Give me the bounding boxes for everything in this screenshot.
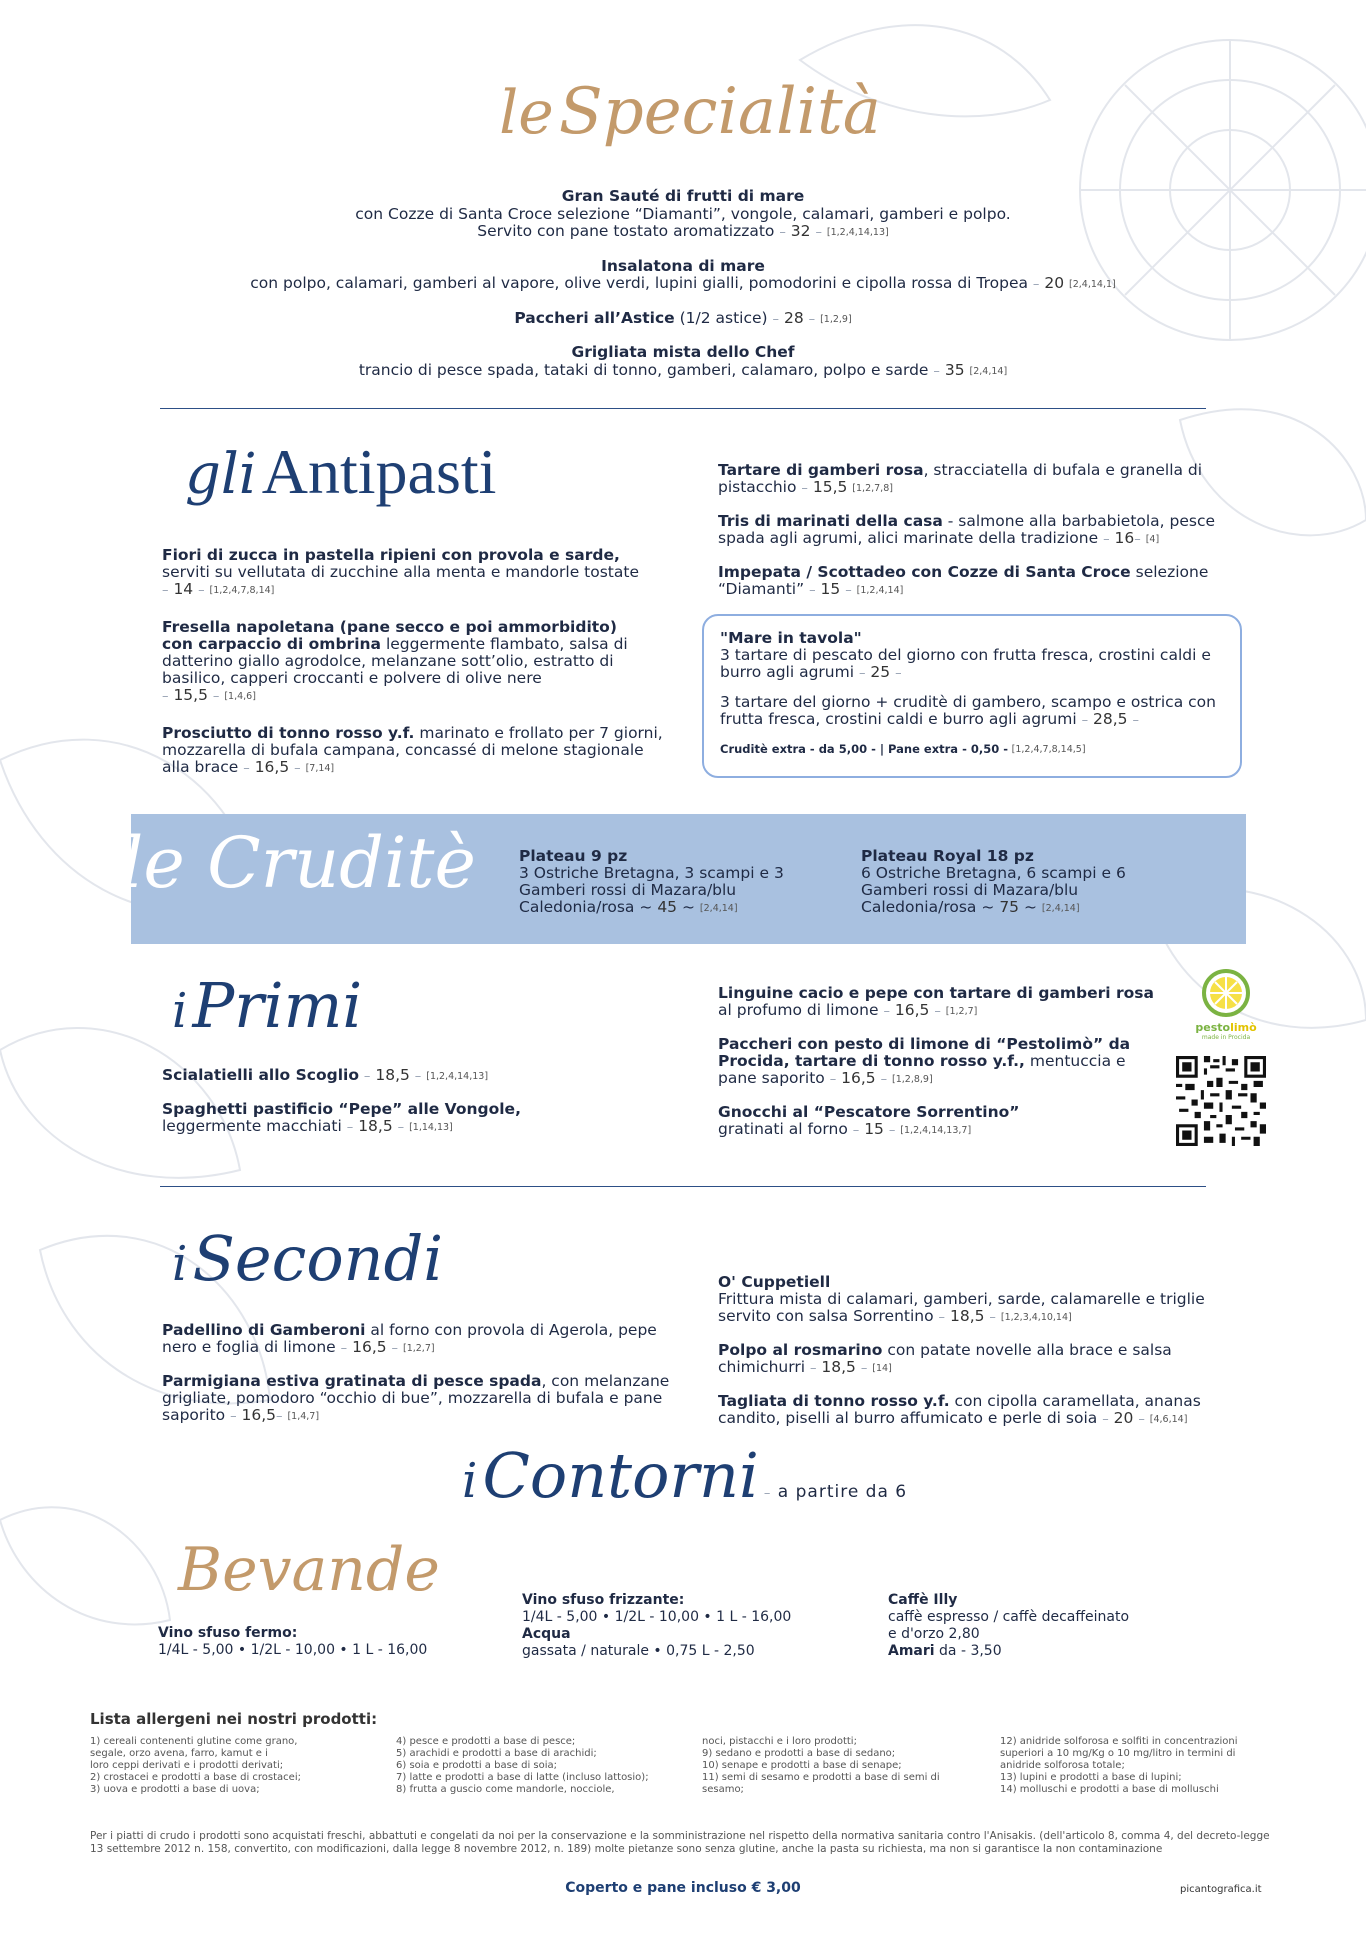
dish-description: selezione “Diamanti” <box>718 563 1209 598</box>
plateau-royal-item: Plateau Royal 18 pz 6 Ostriche Bretagna, 6 scampi e 6 Gamberi rossi di Mazara/blu Caledonia/rosa ~ 75 ~ [2,4,14] <box>861 847 1126 916</box>
dish-price: 16,5 <box>894 1001 930 1019</box>
allergeni-col-3 <box>702 1736 992 1796</box>
box-line: 3 tartare di pescato del giorno con frutta fresca, crostini caldi e burro agli agrumi <box>720 646 1211 681</box>
allergen-line: 11) semi di sesamo e prodotti a base di semi di <box>702 1772 940 1783</box>
qr-code[interactable] <box>1176 1056 1266 1146</box>
dish-allergens: [1,2,8,9] <box>892 1074 933 1085</box>
allergen-line: 1) cereali contenenti glutine come grano, <box>90 1736 298 1747</box>
dish-description: con cipolla caramellata, ananas candito, piselli al burro affumicato e perle di soia <box>718 1392 1201 1427</box>
primi-item: Linguine cacio e pepe con tartare di gamberi rosa al profumo di limone – 16,5 – [1,2,7] <box>718 984 1154 1019</box>
antipasti-item: Tartare di gamberi rosa, stracciatella di bufala e granella di pistacchio – 15,5 [1,2,7,8] <box>718 461 1203 496</box>
dish-name: Plateau 9 pz <box>519 847 628 865</box>
dish-price: 18,5 <box>821 1358 856 1376</box>
dish-description: 6 Ostriche Bretagna, 6 scampi e 6 Gamberi rossi di Mazara/blu Caledonia/rosa <box>861 864 1126 916</box>
specialita-item: Insalatona di mare con polpo, calamari, gamberi al vapore, olive verdi, lupini gialli, pomodorini e cipolla rossa di Tropea – 20 [2,4,14,1] <box>250 256 1116 292</box>
primi-item: Paccheri con pesto di limone di “Pestolimò” da Procida, tartare di tonno rosso y.f., mentuccia e pane saporito – 16,5 – [1,2,8,9] <box>718 1035 1131 1087</box>
dish-allergens: [1,2,4,7,8,14,5] <box>1011 744 1086 755</box>
allergen-line: 12) anidride solforosa e solfiti in concentrazioni <box>1000 1736 1238 1747</box>
allergen-line: 5) arachidi e prodotti a base di arachidi; <box>396 1748 597 1759</box>
dish-name: Paccheri all’Astice <box>514 308 675 327</box>
dish-allergens: [1,2,3,4,10,14] <box>1000 1312 1072 1323</box>
dish-allergens: [1,2,4,14,13] <box>826 227 889 238</box>
dish-allergens: [4,6,14] <box>1149 1414 1188 1425</box>
antipasti-left-list <box>162 547 672 791</box>
logo-text-2: limò <box>1230 1021 1257 1034</box>
dish-name: Tartare di gamberi rosa <box>718 461 924 479</box>
antipasti-title <box>185 436 585 507</box>
dish-description: 3 Ostriche Bretagna, 3 scampi e 3 Gamberi rossi di Mazara/blu Caledonia/rosa <box>519 864 784 916</box>
dish-name: Parmigiana estiva gratinata di pesce spada <box>162 1372 542 1390</box>
specialita-item: Gran Sauté di frutti di mare con Cozze di Santa Croce selezione “Diamanti”, vongole, calamari, gamberi e polpo. Servito con pane tostato aromatizzato – 32 – [1,2,4,14,13] <box>140 188 1226 242</box>
dish-allergens: [1,2,4,14,13,7] <box>900 1125 972 1136</box>
dish-price: 15 <box>864 1120 884 1138</box>
dish-description: leggermente macchiati <box>162 1117 342 1135</box>
dish-allergens: [1,2,7] <box>945 1006 978 1017</box>
dish-price: 15,5 <box>812 478 848 496</box>
dish-name: Tagliata di tonno rosso y.f. <box>718 1392 950 1410</box>
antipasti-item: Prosciutto di tonno rosso y.f. marinato e frollato per 7 giorni, mozzarella di bufala campana, concassé di melone stagionale alla brace – 16,5 – [7,14] <box>162 724 663 776</box>
contorni-title: i Contorni – a partire da 6 <box>462 1439 908 1512</box>
secondi-item: Polpo al rosmarino con patate novelle alla brace e salsa chimichurri – 18,5 – [14] <box>718 1341 1172 1376</box>
footer-credit[interactable]: picantografica.it <box>1180 1884 1262 1895</box>
dish-name: Plateau Royal 18 pz <box>861 847 1034 865</box>
dish-description: marinato e frollato per 7 giorni, mozzarella di bufala campana, concassé di melone stagionale alla brace <box>162 724 663 776</box>
allergen-line: 7) latte e prodotti a base di latte (incluso lattosio); <box>396 1772 649 1783</box>
crudite-band <box>121 814 1246 944</box>
allergen-line: 3) uova e prodotti a base di uova; <box>90 1784 260 1795</box>
drink-label: Amari <box>888 1643 935 1659</box>
dish-price: 18,5 <box>358 1117 393 1135</box>
dish-price: 16,5 <box>841 1069 876 1087</box>
dish-price: 35 <box>944 360 965 379</box>
vino-fermo <box>158 1625 478 1659</box>
dish-allergens: [1,2,7] <box>402 1343 435 1354</box>
dish-name: Grigliata mista dello Chef <box>571 343 795 361</box>
allergen-line: anidride solforosa totale; <box>1000 1760 1125 1771</box>
dish-price: 25 <box>870 663 891 681</box>
primi-item: Gnocchi al “Pescatore Sorrentino” gratinati al forno – 15 – [1,2,4,14,13,7] <box>718 1103 1020 1138</box>
dish-price: 16,5 <box>241 1406 277 1424</box>
contorni-title-small: i <box>462 1453 478 1509</box>
dish-price: 18,5 <box>375 1066 410 1084</box>
caffe-amari <box>888 1592 1208 1660</box>
secondi-title-small: i <box>172 1236 188 1292</box>
dish-description: , stracciatella di bufala e granella di pistacchio <box>718 461 1203 496</box>
bevande-title-text: Bevande <box>178 1535 440 1605</box>
dish-price: 45 <box>657 898 678 916</box>
dish-allergens: [1,2,4,14] <box>856 585 904 596</box>
dish-price: 16,5 <box>352 1338 387 1356</box>
box-title: "Mare in tavola" <box>720 629 862 647</box>
dish-price: 14 <box>173 580 194 598</box>
bevande-title <box>178 1535 478 1605</box>
dish-description: al forno con provola di Agerola, pepe nero e foglia di limone <box>162 1321 657 1356</box>
dish-allergens: [1,2,4,7,8,14] <box>209 585 275 596</box>
drink-prices: 1/4L - 5,00 • 1/2L - 10,00 • 1 L - 16,00 <box>522 1609 792 1625</box>
specialita-title-main: Specialità <box>558 75 881 149</box>
dish-name: Impepata / Scottadeo con Cozze di Santa Croce <box>718 563 1131 581</box>
dish-price: 18,5 <box>949 1307 985 1325</box>
dish-name: Fresella napoletana (pane secco e poi ammorbidito) <box>162 618 617 636</box>
dish-description: con polpo, calamari, gamberi al vapore, olive verdi, lupini gialli, pomodorini e cipolla rossa di Tropea <box>250 274 1028 292</box>
drink-label: Acqua <box>522 1626 571 1642</box>
dish-description: Servito con pane tostato aromatizzato <box>477 222 775 240</box>
dish-name: Polpo al rosmarino <box>718 1341 883 1359</box>
dish-note: (1/2 astice) <box>679 308 768 327</box>
allergen-line: loro ceppi derivati e i prodotti derivati; <box>90 1760 284 1771</box>
specialita-title-small: le <box>499 78 554 148</box>
specialita-list <box>140 188 1226 380</box>
box-extra: Cruditè extra - da 5,00 - | Pane extra - 0,50 - <box>720 742 1008 756</box>
dish-name: Gran Sauté di frutti di mare <box>561 187 805 205</box>
primi-title-main: Primi <box>192 969 363 1042</box>
drink-prices: da - 3,50 <box>939 1643 1002 1659</box>
dish-name: Spaghetti pastificio “Pepe” alle Vongole, <box>162 1100 521 1118</box>
secondi-item: O' Cuppetiell Frittura mista di calamari, gamberi, sarde, calamarelle e triglie servito con salsa Sorrentino – 18,5 – [1,2,3,4,10,14] <box>718 1273 1205 1325</box>
dish-price: 20 <box>1044 274 1065 292</box>
dish-allergens: [14] <box>872 1363 892 1374</box>
secondi-item: Padellino di Gamberoni al forno con provola di Agerola, pepe nero e foglia di limone – 16,5 – [1,2,7] <box>162 1321 657 1356</box>
antipasti-item: Tris di marinati della casa - salmone alla barbabietola, pesce spada agli agrumi, alici marinate della tradizione – 16– [4] <box>718 512 1216 547</box>
dish-description: gratinati al forno <box>718 1120 848 1138</box>
logo-text: pesto <box>1195 1021 1231 1034</box>
secondi-item: Tagliata di tonno rosso y.f. con cipolla caramellata, ananas candito, piselli al burro affumicato e perle di soia – 20 – [4,6,14] <box>718 1392 1201 1427</box>
antipasti-item: Fresella napoletana (pane secco e poi ammorbidito) con carpaccio di ombrina leggermente flambato, salsa di datterino giallo agrodolce, melanzane sott’olio, estratto di basilico, capperi croccanti e polvere di olive nere – 15,5 – [1,4,6] <box>162 618 628 704</box>
drink-label: Caffè Illy <box>888 1592 958 1608</box>
dish-name: Prosciutto di tonno rosso y.f. <box>162 724 415 742</box>
dish-description: leggermente flambato, salsa di datterino giallo agrodolce, melanzane sott’olio, estratto di basilico, capperi croccanti e polvere di olive nere <box>162 635 628 687</box>
dish-price: 15,5 <box>173 686 208 704</box>
mare-in-tavola-box: "Mare in tavola" 3 tartare di pescato del giorno con frutta fresca, crostini caldi e burro agli agrumi – 25 – 3 tartare del giorno + cruditè di gambero, scampo e ostrica con frutta fresca, crostini caldi e burro agli agrumi – 28,5 – Cruditè extra - da 5,00 - | Pane extra - 0,50 - [1,2,4,7,8,14,5] <box>702 614 1242 778</box>
dish-price: 28,5 <box>1093 710 1128 728</box>
dish-name: Insalatona di mare <box>601 256 765 275</box>
dish-name: O' Cuppetiell <box>718 1273 831 1291</box>
dish-allergens: [7,14] <box>305 763 335 774</box>
primi-item: Scialatielli allo Scoglio – 18,5 – [1,2,4,14,13] <box>162 1066 489 1084</box>
drink-label: Vino sfuso fermo: <box>158 1625 298 1641</box>
pestolimo-logo <box>1186 968 1266 1041</box>
primi-item: Spaghetti pastificio “Pepe” alle Vongole, leggermente macchiati – 18,5 – [1,14,13] <box>162 1100 521 1135</box>
allergen-line: 8) frutta a guscio come mandorle, nocciole, <box>396 1784 615 1795</box>
crudite-title-text: le Cruditè <box>121 822 476 904</box>
allergen-line: segale, orzo avena, farro, kamut e i <box>90 1748 268 1759</box>
dish-allergens: [1,2,7,8] <box>852 483 893 494</box>
specialita-item: Paccheri all’Astice (1/2 astice) – 28 – [1,2,9] <box>514 308 852 327</box>
allergen-line: 4) pesce e prodotti a base di pesce; <box>396 1736 576 1747</box>
antipasti-title-small: gli <box>185 442 257 507</box>
dish-description: - salmone alla barbabietola, pesce spada agli agrumi, alici marinate della tradizione <box>718 512 1216 547</box>
dish-price: 28 <box>783 308 804 327</box>
dish-price: 16 <box>1114 529 1135 547</box>
dish-description: Frittura mista di calamari, gamberi, sarde, calamarelle e triglie servito con salsa Sorrentino <box>718 1290 1205 1325</box>
allergen-line: 2) crostacei e prodotti a base di crostacei; <box>90 1772 301 1783</box>
dish-description: mentuccia e pane saporito <box>718 1052 1126 1087</box>
dish-allergens: [1,2,4,14,13] <box>426 1071 489 1082</box>
contorni-note: a partire da 6 <box>777 1482 908 1502</box>
dish-description: con patate novelle alla brace e salsa chimichurri <box>718 1341 1172 1376</box>
allergeni-title: Lista allergeni nei nostri prodotti: <box>90 1710 378 1728</box>
antipasti-title-main: Antipasti <box>261 436 497 507</box>
dish-allergens: [2,4,14] <box>969 365 1008 377</box>
allergen-line: 6) soia e prodotti a base di soia; <box>396 1760 558 1771</box>
primi-right-list <box>718 985 1168 1153</box>
allergeni-col-1 <box>90 1736 380 1796</box>
allergen-line: noci, pistacchi e i loro prodotti; <box>702 1736 857 1747</box>
dish-name: Linguine cacio e pepe con tartare di gamberi rosa <box>718 984 1154 1002</box>
secondi-item: Parmigiana estiva gratinata di pesce spada, con melanzane grigliate, pomodoro “occhio di bue”, mozzarella di bufala e pane saporito – 16,5– [1,4,7] <box>162 1372 670 1424</box>
dish-name: Tris di marinati della casa <box>718 512 943 530</box>
allergen-line: 10) senape e prodotti a base di senape; <box>702 1760 902 1771</box>
dish-name: Fiori di zucca in pastella ripieni con provola e sarde, <box>162 546 620 564</box>
drink-prices: gassata / naturale • 0,75 L - 2,50 <box>522 1643 755 1659</box>
allergeni-col-4 <box>1000 1736 1290 1796</box>
drink-label: Vino sfuso frizzante: <box>522 1592 685 1608</box>
dish-allergens: [1,14,13] <box>409 1122 453 1133</box>
secondi-left-list <box>162 1322 672 1439</box>
dish-allergens: [2,4,14] <box>699 903 738 914</box>
dish-price: 20 <box>1113 1409 1134 1427</box>
allergen-line: 9) sedano e prodotti a base di sedano; <box>702 1748 896 1759</box>
specialita-item: Grigliata mista dello Chef trancio di pesce spada, tataki di tonno, gamberi, calamaro, polpo e sarde – 35 [2,4,14] <box>358 343 1008 379</box>
drink-description: caffè espresso / caffè decaffeinato <box>888 1609 1130 1625</box>
allergeni-col-2 <box>396 1736 686 1796</box>
section-divider <box>160 408 1206 409</box>
dish-name: Gnocchi al “Pescatore Sorrentino” <box>718 1103 1020 1121</box>
contorni-title-main: Contorni <box>482 1439 759 1512</box>
dish-allergens: [1,4,7] <box>287 1411 320 1422</box>
dish-price: 16,5 <box>254 758 290 776</box>
secondi-title-main: Secondi <box>192 1222 444 1295</box>
footer-disclaimer: Per i piatti di crudo i prodotti sono acquistati freschi, abbattuti e congelati da noi per la conservazione e la somministrazione nel rispetto della normativa sanitaria contro l'Anisakis. (dell'articolo 8, comma 4, del decreto-legge 13 settembre 2012 n. 158, convertito, con modificazioni, dalla legge 8 novembre 2012, n. 189) molte pietanze sono senza glutine, anche la pasta su richiesta, ma non si garantisce la non contaminazione <box>90 1830 1270 1855</box>
primi-title-small: i <box>172 983 188 1039</box>
dish-price: 15 <box>820 580 841 598</box>
antipasti-item: Fiori di zucca in pastella ripieni con provola e sarde, serviti su vellutata di zucchine alla menta e mandorle tostate – 14 – [1,2,4,7,8,14] <box>162 546 639 598</box>
crudite-title <box>121 822 476 904</box>
lemon-slice-icon <box>1201 968 1251 1018</box>
primi-title <box>172 969 472 1042</box>
dish-description: trancio di pesce spada, tataki di tonno, gamberi, calamaro, polpo e sarde <box>358 360 929 379</box>
primi-left-list <box>162 1067 662 1150</box>
secondi-title <box>172 1222 532 1295</box>
drink-description: e d'orzo 2,80 <box>888 1626 980 1642</box>
section-divider <box>160 1186 1206 1187</box>
specialita-title <box>480 75 900 149</box>
box-line: 3 tartare del giorno + cruditè di gambero, scampo e ostrica con frutta fresca, crostini caldi e burro agli agrumi <box>720 693 1216 728</box>
dish-name: Padellino di Gamberoni <box>162 1321 366 1339</box>
dish-description: , con melanzane grigliate, pomodoro “occhio di bue”, mozzarella di bufala e pane saporito <box>162 1372 670 1424</box>
logo-subtitle: made in Procida <box>1201 1034 1251 1041</box>
allergen-line: 14) molluschi e prodotti a base di molluschi <box>1000 1784 1219 1795</box>
dish-name: Paccheri con pesto di limone di “Pestolimò” da Procida, tartare di tonno rosso y.f., <box>718 1035 1131 1070</box>
dish-description: serviti su vellutata di zucchine alla menta e mandorle tostate <box>162 563 639 581</box>
dish-name-continued: con carpaccio di ombrina <box>162 635 381 653</box>
dish-name: Scialatielli allo Scoglio <box>162 1066 359 1084</box>
antipasti-item: Impepata / Scottadeo con Cozze di Santa Croce selezione “Diamanti” – 15 – [1,2,4,14] <box>718 563 1209 598</box>
secondi-right-list <box>718 1274 1238 1442</box>
plateau-item: Plateau 9 pz 3 Ostriche Bretagna, 3 scampi e 3 Gamberi rossi di Mazara/blu Caledonia/rosa ~ 45 ~ [2,4,14] <box>519 847 784 916</box>
antipasti-right-list <box>718 462 1218 613</box>
allergen-line: sesamo; <box>702 1784 744 1795</box>
dish-description: con Cozze di Santa Croce selezione “Diamanti”, vongole, calamari, gamberi e polpo. <box>355 204 1011 223</box>
dish-price: 75 <box>999 898 1020 916</box>
dish-price: 32 <box>790 222 811 240</box>
coperto-note: Coperto e pane incluso € 3,00 <box>565 1880 801 1896</box>
dish-allergens: [2,4,14] <box>1041 903 1080 914</box>
dish-allergens: [2,4,14,1] <box>1069 279 1116 290</box>
dish-description: al profumo di limone <box>718 1001 879 1019</box>
dish-allergens: [1,2,9] <box>820 313 852 325</box>
dish-allergens: [1,4,6] <box>224 691 256 702</box>
allergen-line: 13) lupini e prodotti a base di lupini; <box>1000 1772 1182 1783</box>
vino-frizzante-acqua <box>522 1592 842 1660</box>
dish-allergens: [4] <box>1145 534 1160 545</box>
allergen-line: superiori a 10 mg/Kg o 10 mg/litro in termini di <box>1000 1748 1236 1759</box>
drink-prices: 1/4L - 5,00 • 1/2L - 10,00 • 1 L - 16,00 <box>158 1642 428 1658</box>
